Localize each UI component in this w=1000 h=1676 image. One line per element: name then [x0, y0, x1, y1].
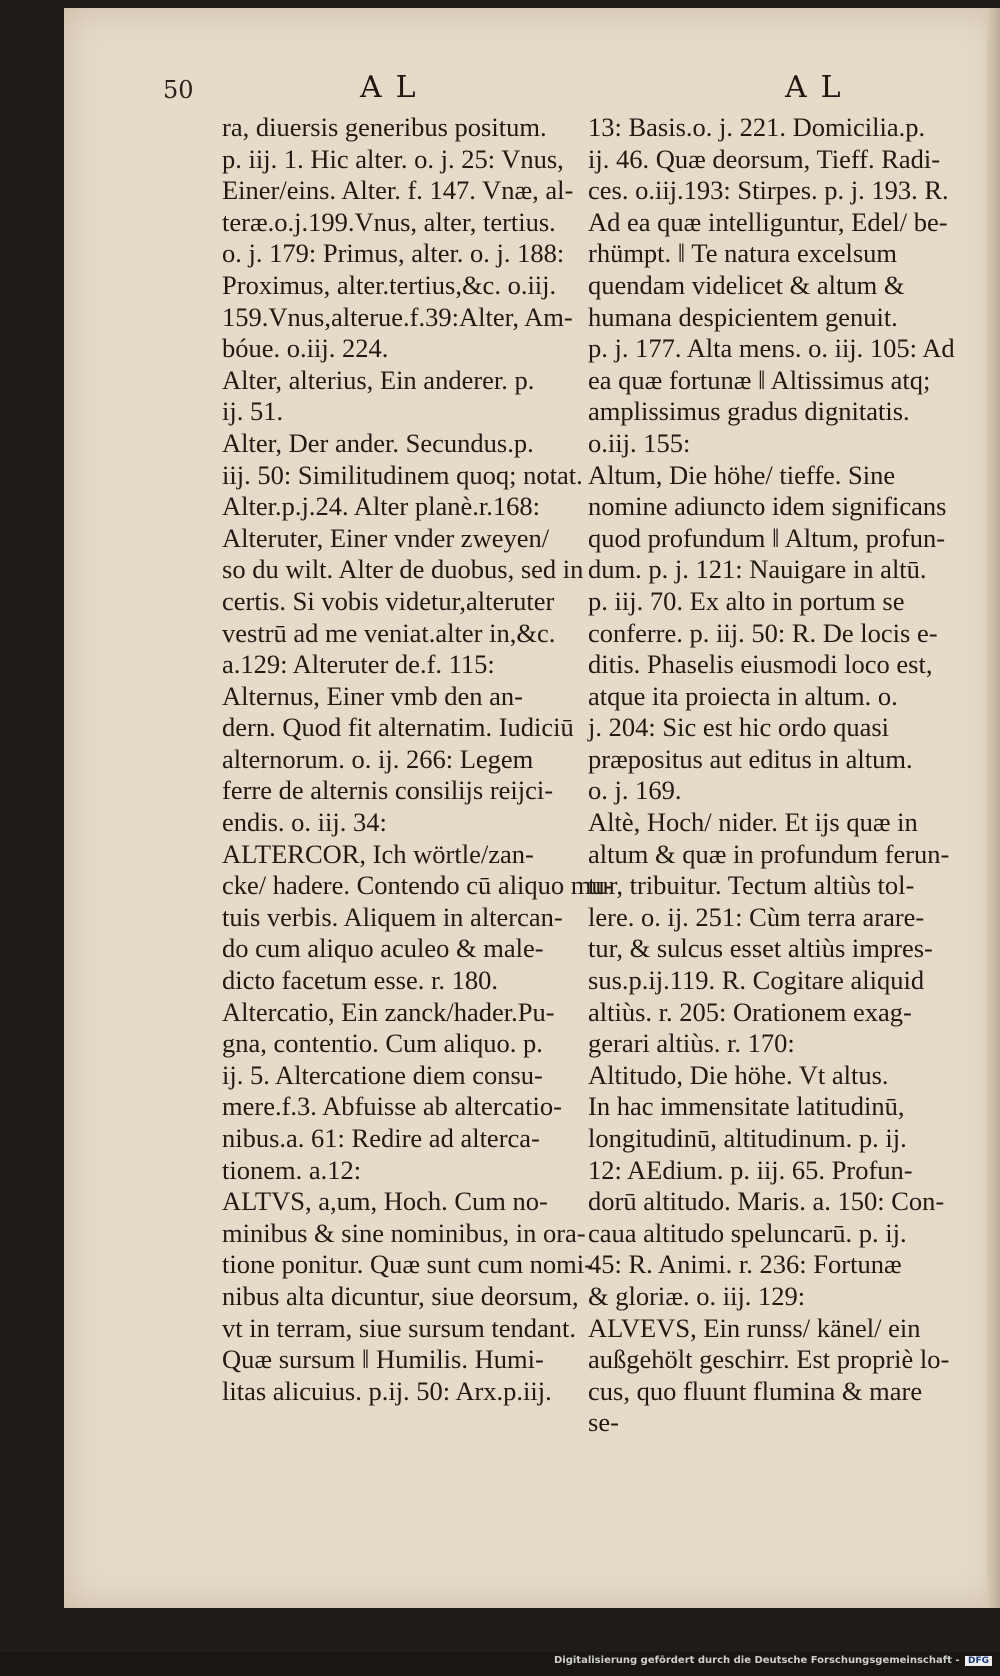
- text-line: gerari altiùs. r. 170:: [588, 1028, 795, 1059]
- text-line: & gloriæ. o. iij. 129:: [588, 1280, 806, 1311]
- text-line: ALVEVS, Ein runss/ känel/ ein: [588, 1312, 921, 1343]
- text-line: alternorum. o. ij. 266: Legem: [222, 743, 534, 774]
- text-line: tur, & sulcus esset altiùs impres-: [588, 933, 933, 964]
- text-line: altiùs. r. 205: Orationem exag-: [588, 996, 912, 1027]
- text-line: vt in terram, siue sursum tendant.: [222, 1312, 576, 1343]
- text-line: so du wilt. Alter de duobus, sed in: [222, 554, 584, 585]
- text-line: o.iij. 155:: [588, 427, 691, 458]
- text-line: ra, diuersis generibus positum.: [222, 112, 547, 142]
- text-line: nibus alta dicuntur, siue deorsum,: [222, 1280, 579, 1311]
- text-line: certis. Si vobis videtur,alteruter: [222, 585, 555, 616]
- text-line: endis. o. iij. 34:: [222, 807, 387, 838]
- text-line: 13: Basis.o. j. 221. Domicilia.p.: [588, 112, 926, 142]
- page-number: 50: [163, 76, 194, 104]
- text-line: quendam videlicet & altum &: [588, 269, 905, 300]
- text-line: ea quæ fortunæ ‖ Altissimus atq;: [588, 364, 931, 395]
- text-line: ij. 5. Altercatione diem consu-: [222, 1059, 543, 1090]
- text-line: Altum, Die höhe/ tieffe. Sine: [588, 459, 896, 490]
- text-line: Altercatio, Ein zanck/hader.Pu-: [222, 996, 555, 1027]
- text-line: ces. o.iij.193: Stirpes. p. j. 193. R.: [588, 175, 949, 206]
- text-line: Altè, Hoch/ nider. Et ijs quæ in: [588, 807, 918, 838]
- text-line: Alter, alterius, Ein anderer. p.: [222, 364, 535, 395]
- text-line: tione ponitur. Quæ sunt cum nomi-: [222, 1249, 593, 1280]
- text-line: o. j. 169.: [588, 775, 682, 806]
- text-line: j. 204: Sic est hic ordo quasi: [588, 712, 890, 743]
- text-line: præpositus aut editus in altum.: [588, 743, 913, 774]
- text-line: teræ.o.j.199.Vnus, alter, tertius.: [222, 206, 556, 237]
- text-line: mere.f.3. Abfuisse ab altercatio-: [222, 1091, 562, 1122]
- dfg-credit: [554, 1655, 992, 1666]
- text-line: Einer/eins. Alter. f. 147. Vnæ, al-: [222, 175, 574, 206]
- dfg-credit-text: Digitalisierung gefördert durch die Deutsche Forschungsgemeinschaft -: [553, 1655, 960, 1666]
- text-line: Alternus, Einer vmb den an-: [222, 680, 523, 711]
- text-line: Alter.p.j.24. Alter planè.r.168:: [222, 491, 540, 522]
- text-line: cus, quo fluunt flumina & mare: [588, 1375, 923, 1406]
- text-line: o. j. 179: Primus, alter. o. j. 188:: [222, 238, 565, 269]
- text-line: atque ita proiecta in altum. o.: [588, 680, 898, 711]
- text-line: In hac immensitate latitudinū,: [588, 1091, 905, 1122]
- text-line: bóue. o.iij. 224.: [222, 333, 389, 364]
- text-line: ALTERCOR, Ich wörtle/zan-: [222, 838, 534, 869]
- text-line: litas alicuius. p.ij. 50: Arx.p.iij.: [222, 1375, 552, 1406]
- text-line: ALTVS, a,um, Hoch. Cum no-: [222, 1186, 548, 1217]
- text-line: cke/ hadere. Contendo cū aliquo mu-: [222, 870, 614, 901]
- text-line: 45: R. Animi. r. 236: Fortunæ: [588, 1249, 902, 1280]
- text-line: Ad ea quæ intelliguntur, Edel/ be-: [588, 206, 948, 237]
- text-line: lere. o. ij. 251: Cùm terra arare-: [588, 901, 925, 932]
- text-line: p. j. 177. Alta mens. o. iij. 105: Ad: [588, 333, 955, 364]
- text-line: dorū altitudo. Maris. a. 150: Con-: [588, 1186, 945, 1217]
- text-line: tur, tribuitur. Tectum altiùs tol-: [588, 870, 915, 901]
- text-line: 159.Vnus,alterue.f.39:Alter, Am-: [222, 301, 573, 332]
- text-line: Alter, Der ander. Secundus.p.: [222, 427, 534, 458]
- text-line: ferre de alternis consilijs reijci-: [222, 775, 554, 806]
- text-line: caua altitudo speluncarū. p. ij.: [588, 1217, 907, 1248]
- text-line: conferre. p. iij. 50: R. De locis e-: [588, 617, 938, 648]
- text-line: p. iij. 70. Ex alto in portum se: [588, 585, 905, 616]
- text-line: sus.p.ij.119. R. Cogitare aliquid: [588, 965, 925, 996]
- text-line: außgehölt geschirr. Est propriè lo-: [588, 1344, 950, 1375]
- text-line: amplissimus gradus dignitatis.: [588, 396, 910, 427]
- text-line: do cum aliquo aculeo & male-: [222, 933, 544, 964]
- text-line: Altitudo, Die höhe. Vt altus.: [588, 1059, 889, 1090]
- text-line: dum. p. j. 121: Nauigare in altū.: [588, 554, 927, 585]
- text-line: minibus & sine nominibus, in ora-: [222, 1217, 586, 1248]
- text-line: tuis verbis. Aliquem in altercan-: [222, 901, 563, 932]
- text-line: vestrū ad me veniat.alter in,&c.: [222, 617, 556, 648]
- running-head-right: AL: [785, 70, 855, 105]
- text-line: se-: [588, 1407, 619, 1438]
- text-line: Alteruter, Einer vnder zweyen/: [222, 522, 550, 553]
- text-line: tionem. a.12:: [222, 1154, 362, 1185]
- text-line: nibus.a. 61: Redire ad alterca-: [222, 1123, 540, 1153]
- text-line: gna, contentio. Cum aliquo. p.: [222, 1028, 543, 1059]
- left-text-column: [222, 112, 614, 1407]
- text-line: 12: AEdium. p. iij. 65. Profun-: [588, 1154, 913, 1185]
- text-line: iij. 50: Similitudinem quoq; notat.: [222, 459, 583, 490]
- text-line: ditis. Phaselis eiusmodi loco est,: [588, 649, 933, 680]
- text-line: p. iij. 1. Hic alter. o. j. 25: Vnus,: [222, 143, 564, 174]
- text-line: quod profundum ‖ Altum, profun-: [588, 522, 946, 553]
- text-line: ij. 51.: [222, 396, 284, 427]
- text-line: Proximus, alter.tertius,&c. o.iij.: [222, 269, 557, 300]
- text-line: longitudinū, altitudinum. p. ij.: [588, 1123, 907, 1153]
- running-head-left: AL: [360, 70, 430, 105]
- page-gutter: [986, 8, 1000, 1608]
- text-line: humana despicientem genuit.: [588, 301, 898, 332]
- text-line: dern. Quod fit alternatim. Iudiciū: [222, 712, 574, 743]
- text-line: a.129: Alteruter de.f. 115:: [222, 649, 495, 680]
- text-line: dicto facetum esse. r. 180.: [222, 965, 498, 996]
- text-line: ij. 46. Quæ deorsum, Tieff. Radi-: [588, 143, 941, 174]
- text-line: nomine adiuncto idem significans: [588, 491, 947, 522]
- right-text-column: [588, 112, 955, 1439]
- dfg-logo: DFG: [965, 1656, 992, 1666]
- text-line: Quæ sursum ‖ Humilis. Humi-: [222, 1344, 544, 1375]
- text-line: altum & quæ in profundum ferun-: [588, 838, 950, 869]
- text-line: rhümpt. ‖ Te natura excelsum: [588, 238, 898, 269]
